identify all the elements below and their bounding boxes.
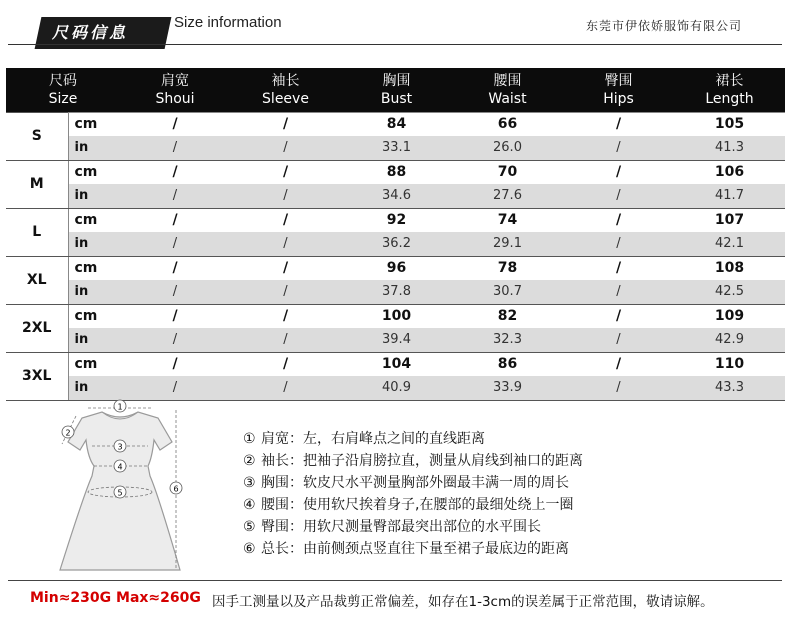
unit-cm: cm [68,160,120,184]
cell-cm-hips: / [563,208,674,232]
cell-in-bust: 37.8 [341,280,452,304]
table-row-cm [6,208,785,232]
cell-in-hips: / [563,136,674,160]
marker-3-label: 3 [117,442,123,452]
cell-cm-bust: 96 [341,256,452,280]
table-row-in [6,136,785,160]
cell-cm-sleeve: / [230,352,341,376]
cell-cm-length: 105 [674,112,785,136]
cell-cm-bust: 100 [341,304,452,328]
col-header-shoulder: 肩宽 Shoui [120,68,230,112]
header-subtitle: Size information [174,14,282,31]
cell-in-hips: / [563,280,674,304]
cell-in-length: 42.1 [674,232,785,256]
cell-in-waist: 33.9 [452,376,563,400]
size-table-body [6,112,785,400]
cell-in-sleeve: / [230,232,341,256]
cell-cm-sleeve: / [230,160,341,184]
cell-cm-length: 110 [674,352,785,376]
cell-cm-waist: 74 [452,208,563,232]
table-row-cm [6,352,785,376]
cell-cm-shoulder: / [120,112,230,136]
note-hips: ⑤ 臀围：用软尺测量臀部最突出部位的水平围长 [243,519,541,535]
cell-in-shoulder: / [120,376,230,400]
cell-cm-hips: / [563,160,674,184]
footer-divider [8,580,782,581]
cell-in-sleeve: / [230,280,341,304]
cell-cm-shoulder: / [120,208,230,232]
size-label: XL [6,256,68,304]
unit-in: in [68,280,120,304]
cell-cm-hips: / [563,352,674,376]
note-bust: ③ 胸围：软皮尺水平测量胸部外圈最丰满一周的周长 [243,475,569,491]
note-length: ⑥ 总长：由前侧颈点竖直往下量至裙子最底边的距离 [243,541,569,557]
cell-in-sleeve: / [230,328,341,352]
cell-in-waist: 30.7 [452,280,563,304]
table-row-in [6,280,785,304]
cell-cm-sleeve: / [230,256,341,280]
header [0,0,790,50]
unit-in: in [68,136,120,160]
unit-cm: cm [68,304,120,328]
cell-in-length: 42.5 [674,280,785,304]
marker-1-label: 1 [117,402,123,412]
unit-cm: cm [68,112,120,136]
col-header-sleeve: 袖长 Sleeve [230,68,341,112]
cell-in-shoulder: / [120,136,230,160]
cell-in-bust: 33.1 [341,136,452,160]
cell-cm-bust: 104 [341,352,452,376]
unit-in: in [68,232,120,256]
cell-in-bust: 40.9 [341,376,452,400]
cell-in-shoulder: / [120,280,230,304]
cell-in-shoulder: / [120,232,230,256]
cell-cm-bust: 84 [341,112,452,136]
cell-in-length: 41.3 [674,136,785,160]
size-label: M [6,160,68,208]
cell-in-hips: / [563,232,674,256]
size-label: L [6,208,68,256]
unit-cm: cm [68,208,120,232]
cell-cm-length: 107 [674,208,785,232]
dress-diagram [50,394,210,584]
cell-in-waist: 26.0 [452,136,563,160]
col-header-length: 裙长 Length [674,68,785,112]
cell-in-length: 41.7 [674,184,785,208]
size-table [6,68,785,401]
table-row-cm [6,304,785,328]
unit-in: in [68,184,120,208]
cell-cm-sleeve: / [230,304,341,328]
marker-2-label: 2 [65,428,71,438]
cell-cm-length: 109 [674,304,785,328]
header-badge-text: 尺码信息 [52,23,129,42]
cell-cm-bust: 92 [341,208,452,232]
cell-cm-sleeve: / [230,208,341,232]
cell-cm-waist: 66 [452,112,563,136]
cell-cm-bust: 88 [341,160,452,184]
measurement-disclaimer: 因手工测量以及产品裁剪正常偏差，如存在1-3cm的误差属于正常范围，敬请谅解。 [212,594,714,610]
cell-in-length: 43.3 [674,376,785,400]
company-name: 东莞市伊依娇服饰有限公司 [585,19,742,33]
unit-in: in [68,328,120,352]
cell-cm-shoulder: / [120,256,230,280]
table-row-in [6,328,785,352]
cell-in-bust: 36.2 [341,232,452,256]
table-row-cm [6,256,785,280]
cell-in-hips: / [563,328,674,352]
cell-in-hips: / [563,376,674,400]
marker-4-label: 4 [117,462,123,472]
table-row-cm [6,112,785,136]
cell-cm-waist: 78 [452,256,563,280]
cell-in-bust: 39.4 [341,328,452,352]
weight-range: Min≈230G Max≈260G [30,590,201,606]
size-label: S [6,112,68,160]
unit-in: in [68,376,120,400]
size-label: 3XL [6,352,68,400]
cell-cm-length: 106 [674,160,785,184]
cell-cm-shoulder: / [120,160,230,184]
cell-in-sleeve: / [230,376,341,400]
cell-cm-sleeve: / [230,112,341,136]
cell-in-waist: 27.6 [452,184,563,208]
cell-cm-shoulder: / [120,304,230,328]
marker-6-label: 6 [173,484,179,494]
note-waist: ④ 腰围：使用软尺挨着身子,在腰部的最细处绕上一圈 [243,497,574,513]
col-header-bust: 胸围 Bust [341,68,452,112]
cell-cm-hips: / [563,112,674,136]
measurement-notes [243,428,583,560]
cell-cm-waist: 86 [452,352,563,376]
table-row-in [6,184,785,208]
cell-cm-waist: 82 [452,304,563,328]
col-header-waist: 腰围 Waist [452,68,563,112]
dress-illustration [50,394,210,584]
unit-cm: cm [68,256,120,280]
cell-in-length: 42.9 [674,328,785,352]
cell-in-sleeve: / [230,136,341,160]
table-header-row [6,68,785,112]
cell-in-waist: 29.1 [452,232,563,256]
note-sleeve: ② 袖长：把袖子沿肩膀拉直，测量从肩线到袖口的距离 [243,453,583,469]
cell-cm-length: 108 [674,256,785,280]
table-row-cm [6,160,785,184]
cell-in-bust: 34.6 [341,184,452,208]
cell-cm-waist: 70 [452,160,563,184]
cell-cm-hips: / [563,256,674,280]
header-divider [8,44,782,45]
cell-cm-hips: / [563,304,674,328]
cell-in-waist: 32.3 [452,328,563,352]
marker-5-label: 5 [117,488,123,498]
size-table-wrap [6,68,785,401]
note-shoulder: ① 肩宽：左，右肩峰点之间的直线距离 [243,431,485,447]
col-header-size: 尺码 Size [6,68,120,112]
col-header-hips: 臀围 Hips [563,68,674,112]
size-label: 2XL [6,304,68,352]
cell-in-shoulder: / [120,328,230,352]
cell-in-shoulder: / [120,184,230,208]
cell-in-hips: / [563,184,674,208]
cell-in-sleeve: / [230,184,341,208]
unit-cm: cm [68,352,120,376]
cell-cm-shoulder: / [120,352,230,376]
table-row-in [6,232,785,256]
